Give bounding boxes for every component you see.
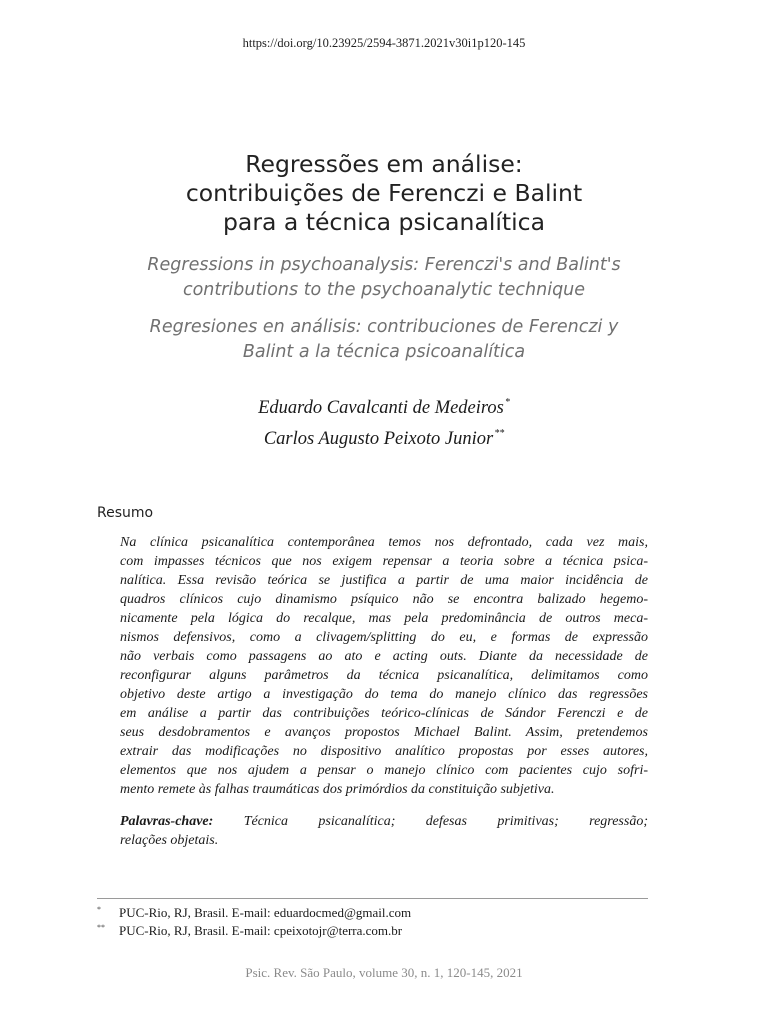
abstract-line: quadros clínicos cujo dinamismo psíquico não se encontra balizado hegemo- xyxy=(120,592,648,607)
author-list xyxy=(84,390,684,452)
author xyxy=(84,390,684,421)
author xyxy=(84,421,684,452)
footnotes xyxy=(97,904,657,940)
doi-link[interactable]: https://doi.org/10.23925/2594-3871.2021v30i1p120-145 xyxy=(242,36,526,50)
keywords-label: Palavras-chave: xyxy=(120,814,214,829)
abstract-line: reconfigurar alguns parâmetros da técnica psicanalítica, delimitamos como xyxy=(120,668,648,683)
abstract-line: elementos que nos ajudem a pensar o manejo clínico com pacientes cujo sofri- xyxy=(120,763,648,778)
title-line: Regressões em análise: xyxy=(245,150,523,178)
spanish-title xyxy=(84,315,684,365)
title-line: para a técnica psicanalítica xyxy=(223,208,545,236)
abstract-line: seus desdobramentos e avanços propostos Michael Balint. Assim, pretendemos xyxy=(120,725,648,740)
abstract-line: nalítica. Essa revisão teórica se justifica a partir de uma maior incidência de xyxy=(120,573,648,588)
footnote xyxy=(97,904,657,922)
footnote-mark: * xyxy=(97,905,101,914)
abstract-line: com impasses técnicos que nos exigem repensar a teoria sobre a técnica psica- xyxy=(120,554,648,569)
title-line: contribuições de Ferenczi e Balint xyxy=(185,179,583,207)
footnote-mark: ** xyxy=(97,923,105,932)
abstract-body xyxy=(120,533,648,799)
author-name: Eduardo Cavalcanti de Medeiros xyxy=(258,398,504,418)
abstract-line: em análise a partir das contribuições teórico-clínicas de Sándor Ferenczi e de xyxy=(120,706,648,721)
author-footnote-mark: ** xyxy=(494,428,505,439)
abstract-line: extrair das modificações no dispositivo analítico propostas por esses autores, xyxy=(120,744,648,759)
abstract-line: nismos defensivos, como a clivagem/splitting do eu, e formas de expressão xyxy=(120,630,648,645)
abstract-heading: Resumo xyxy=(97,505,154,521)
abstract-line: mento remete às falhas traumáticas dos primórdios da constituição subjetiva. xyxy=(120,782,555,797)
author-name: Carlos Augusto Peixoto Junior xyxy=(263,429,494,449)
article-title xyxy=(84,150,684,237)
subtitle-line: Balint a la técnica psicoanalítica xyxy=(242,342,526,362)
keywords xyxy=(120,812,648,850)
footnote-text: PUC-Rio, RJ, Brasil. E-mail: eduardocmed@gmail.com xyxy=(119,905,412,920)
keywords-line xyxy=(120,812,648,831)
footnote-text: PUC-Rio, RJ, Brasil. E-mail: cpeixotojr@terra.com.br xyxy=(119,923,403,938)
subtitle-line: Regressions in psychoanalysis: Ferenczi's and Balint's xyxy=(147,255,621,275)
subtitle-line: contributions to the psychoanalytic technique xyxy=(182,280,586,300)
abstract-line: nicamente pela lógica do recalque, mas pela predominância de outros meca- xyxy=(120,611,648,626)
subtitle-line: Regresiones en análisis: contribuciones de Ferenczi y xyxy=(149,317,619,337)
abstract-line: Na clínica psicanalítica contemporânea temos nos defrontado, cada vez mais, xyxy=(120,535,648,550)
abstract-line: não verbais como passagens ao ato e acting outs. Diante da necessidade de xyxy=(120,649,648,664)
keywords-line: relações objetais. xyxy=(120,833,219,848)
abstract-line: objetivo deste artigo a investigação do tema do manejo clínico das regressões xyxy=(120,687,648,702)
footnote-divider xyxy=(97,898,648,899)
keywords-text: Técnica psicanalítica; defesas primitivas; regressão; xyxy=(213,814,648,829)
english-title xyxy=(84,253,684,303)
journal-footer: Psic. Rev. São Paulo, volume 30, n. 1, 120-145, 2021 xyxy=(245,965,523,980)
footnote xyxy=(97,922,657,940)
author-footnote-mark: * xyxy=(504,397,510,408)
